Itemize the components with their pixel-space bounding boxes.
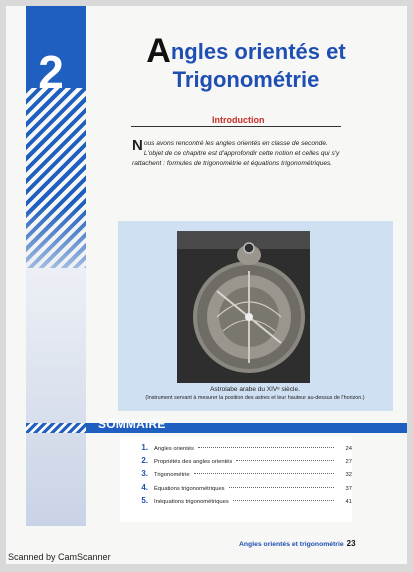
toc-number: 2. [141,456,148,466]
toc-leader [229,487,334,488]
intro-body: ous avons rencontré les angles orientés en classe de seconde. L'objet de ce chapitre est d'approfondir cette notion et celles qui s'y rattachent : formules de trigonométrie et équations trigonométriques. [132,140,340,167]
toc-label: Trigonométrie [154,472,190,479]
page-number: 23 [346,539,356,548]
toc-entry[interactable] [132,496,352,509]
band-fade [26,206,86,526]
intro-drop-cap: N [132,137,143,154]
running-title: Angles orientés et trigonométrie [239,541,344,548]
sommaire-title: SOMMAIRE [98,417,166,431]
chapter-title [126,32,366,95]
toc-number: 4. [141,482,148,492]
intro-heading: Introduction [212,115,265,125]
toc-entry[interactable] [132,443,352,456]
toc-leader [198,447,334,448]
toc-leader [236,460,334,461]
scanner-watermark: Scanned by CamScanner [8,552,111,562]
toc-label: Équations trigonométriques [154,485,225,492]
toc-number: 5. [141,495,148,505]
toc-number: 3. [141,469,148,479]
toc-label: Angles orientés [154,446,194,452]
intro-paragraph [132,139,344,168]
figure-caption [120,386,390,401]
toc-entry[interactable] [132,469,352,482]
toc-page: 32 [345,472,352,479]
astrolabe-image [177,231,310,383]
toc-number: 1. [141,443,148,452]
toc-page: 41 [345,498,352,505]
toc-label: Inéquations trigonométriques [154,498,229,505]
intro-rule [131,126,341,127]
caption-subline: (Instrument servant à mesurer la position des astres et leur hauteur au-dessus de l'horizon.) [145,395,365,401]
title-line1: ngles orientés et [170,39,346,64]
book-page [6,6,407,564]
toc-page: 27 [345,459,352,466]
title-line2: Trigonométrie [172,67,320,92]
caption-line: Astrolabe arabe du XIVᵉ siècle. [210,386,300,393]
toc-entry[interactable] [132,483,352,496]
sommaire-stripes [26,423,88,433]
table-of-contents [132,443,352,509]
astrolabe-photo [177,231,310,383]
toc-label: Propriétés des angles orientés [154,459,233,466]
title-initial: A [146,32,171,70]
page-footer [239,539,356,548]
toc-page: 24 [345,446,352,452]
toc-entry[interactable] [132,456,352,469]
toc-page: 37 [345,485,352,492]
toc-leader [233,500,334,501]
toc-leader [194,473,334,474]
chapter-number: 2 [38,46,64,98]
